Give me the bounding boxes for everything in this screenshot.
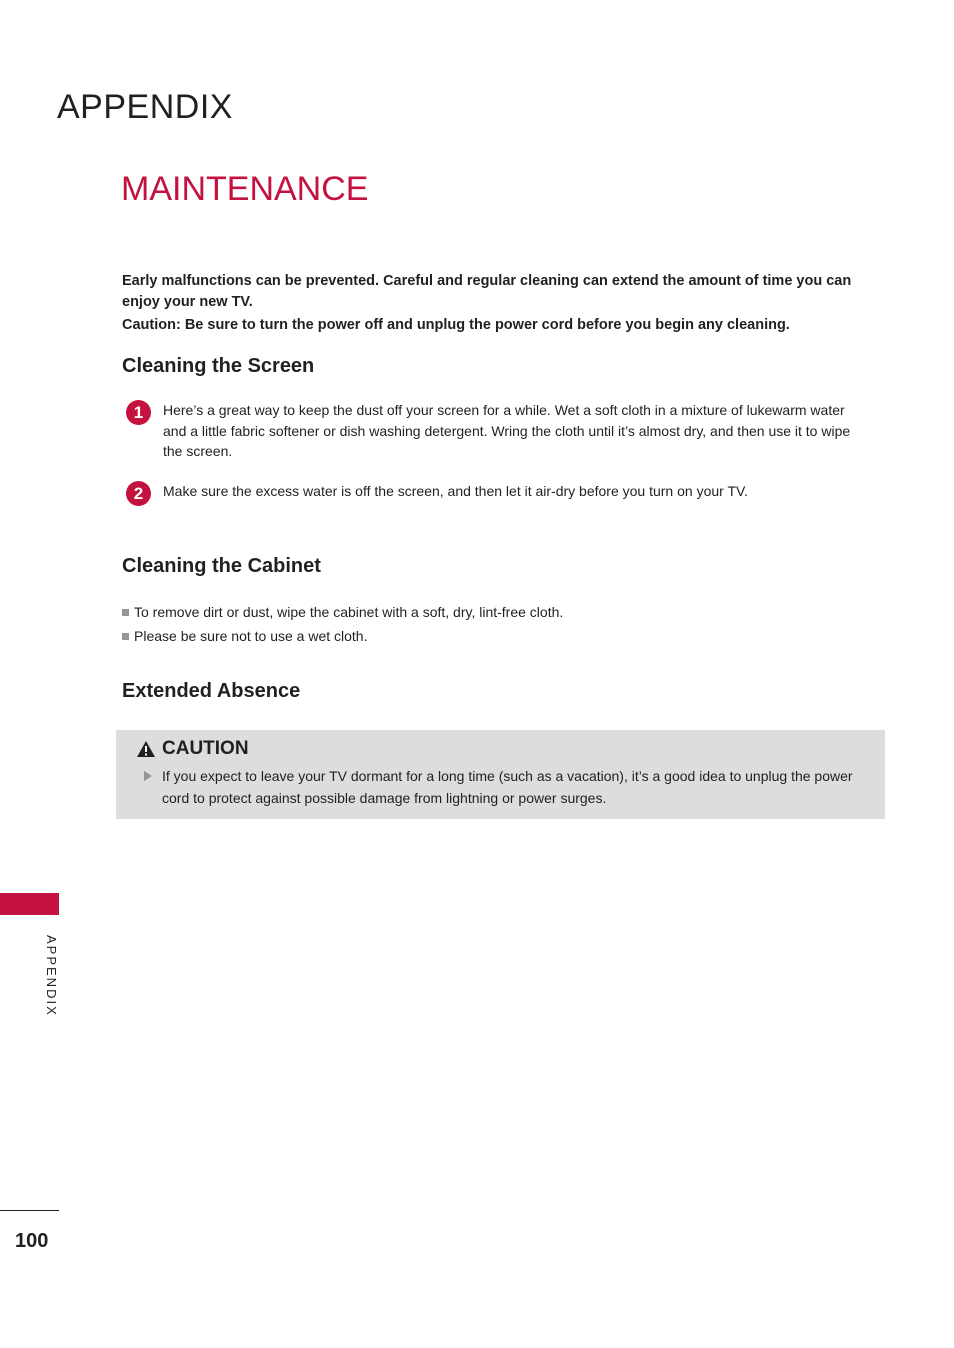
heading-cleaning-screen: Cleaning the Screen (122, 355, 315, 377)
page-number-rule (0, 1210, 59, 1211)
caution-item (144, 766, 864, 809)
caution-label: CAUTION (162, 738, 249, 759)
step-number-badge: 2 (126, 481, 151, 506)
step-text: Make sure the excess water is off the screen, and then let it air-dry before you turn on your TV. (163, 483, 748, 499)
intro-caution: Caution: Be sure to turn the power off and unplug the power cord before you begin any cleaning. (122, 317, 790, 333)
list-item-text: To remove dirt or dust, wipe the cabinet with a soft, dry, lint-free cloth. (134, 604, 564, 620)
side-section-label: APPENDIX (44, 935, 59, 1017)
page-title: MAINTENANCE (121, 170, 369, 208)
arrow-bullet-icon (144, 771, 152, 781)
warning-triangle-icon (136, 740, 156, 758)
side-tab-marker (0, 893, 59, 915)
list-item (122, 624, 563, 648)
list-item-text: Please be sure not to use a wet cloth. (134, 628, 368, 644)
square-bullet-icon (122, 609, 129, 616)
caution-text: If you expect to leave your TV dormant for a long time (such as a vacation), it’s a good idea to unplug the power cord to protect against possible damage from lightning or power surges. (162, 768, 853, 806)
page-number: 100 (15, 1230, 49, 1252)
heading-cleaning-cabinet: Cleaning the Cabinet (122, 555, 321, 577)
step-text: Here’s a great way to keep the dust off your screen for a while. Wet a soft cloth in a mixture of lukewarm water and a little fabric softener or dish washing detergent. Wring the cloth until it’s almost dry, and then use it to wipe the screen. (163, 402, 851, 459)
list-item (122, 600, 563, 624)
square-bullet-icon (122, 633, 129, 640)
intro-paragraph: Early malfunctions can be prevented. Careful and regular cleaning can extend the amount of time you can enjoy your new TV. (122, 273, 852, 310)
heading-extended-absence: Extended Absence (122, 680, 301, 702)
cabinet-bullet-list (122, 600, 563, 648)
caution-box (116, 730, 885, 819)
step-number-badge: 1 (126, 400, 151, 425)
appendix-title: APPENDIX (57, 88, 233, 126)
caution-header (136, 738, 249, 760)
